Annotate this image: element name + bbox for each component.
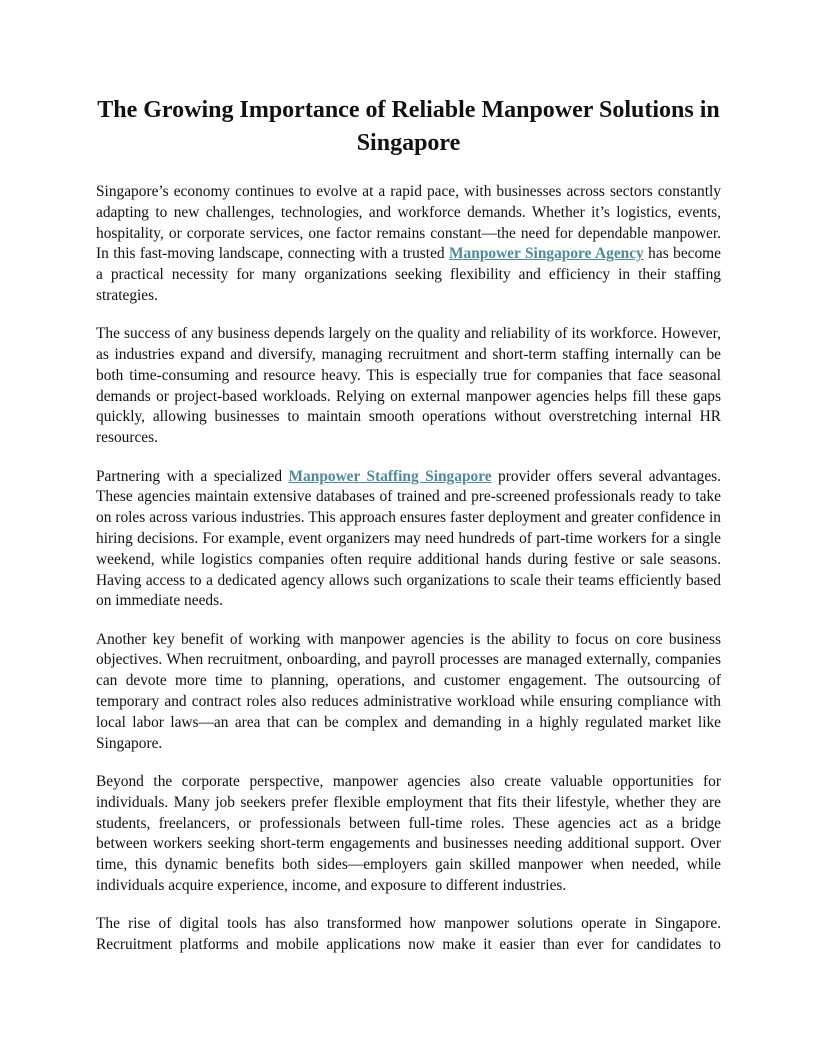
manpower-singapore-agency-link[interactable]: Manpower Singapore Agency (449, 245, 644, 263)
manpower-staffing-singapore-link[interactable]: Manpower Staffing Singapore (288, 467, 492, 485)
document-title: The Growing Importance of Reliable Manpower Solutions in Singapore (97, 97, 720, 156)
paragraph-5: Beyond the corporate perspective, manpower agencies also create valuable opportunities for individuals. Many job seekers prefer flexible employment that fits their lifestyle, whether they are students, freelancers, or professionals between full-time roles. These agencies act as a bridge between workers seeking short-term engagements and businesses needing additional support. Over time, this dynamic benefits both sides—employers gain skilled manpower when needed, while individuals acquire experience, income, and exposure to different industries. (96, 772, 721, 894)
paragraph-4: Another key benefit of working with manpower agencies is the ability to focus on core business objectives. When recruitment, onboarding, and payroll processes are managed externally, companies can devote more time to planning, operations, and customer engagement. The outsourcing of temporary and contract roles also reduces administrative workload while ensuring compliance with local labor laws—an area that can be complex and demanding in a highly regulated market like Singapore. (96, 630, 721, 752)
paragraph-1: Singapore’s economy continues to evolve at a rapid pace, with businesses across sectors constantly adapting to new challenges, technologies, and workforce demands. Whether it’s logistics, events, hospitality, or corporate services, one factor remains constant—the need for dependable manpower. In this fast-moving landscape, connecting with a trusted Manpower Singapore Agency has become a practical necessity for many organizations seeking flexibility and efficiency in their staffing strategies. (96, 183, 721, 304)
paragraph-2: The success of any business depends largely on the quality and reliability of its workforce. However, as industries expand and diversify, managing recruitment and short-term staffing internally can be both time-consuming and resource heavy. This is especially true for companies that face seasonal demands or project-based workloads. Relying on external manpower agencies helps fill these gaps quickly, allowing businesses to maintain smooth operations without overstretching internal HR resources. (96, 325, 721, 447)
paragraph-6: The rise of digital tools has also transformed how manpower solutions operate in Singapore. Recruitment platforms and mobile applications now make it easier than ever for candidates to (96, 915, 721, 953)
paragraph-3: Partnering with a specialized Manpower Staffing Singapore provider offers several advantages. These agencies maintain extensive databases of trained and pre-screened professionals ready to take on roles across various industries. This approach ensures faster deployment and greater confidence in hiring decisions. For example, event organizers may need hundreds of part-time workers for a single weekend, while logistics companies often require additional hands during festive or sale seasons. Having access to a dedicated agency allows such organizations to scale their teams efficiently based on immediate needs. (96, 467, 721, 610)
document-page (96, 94, 721, 973)
